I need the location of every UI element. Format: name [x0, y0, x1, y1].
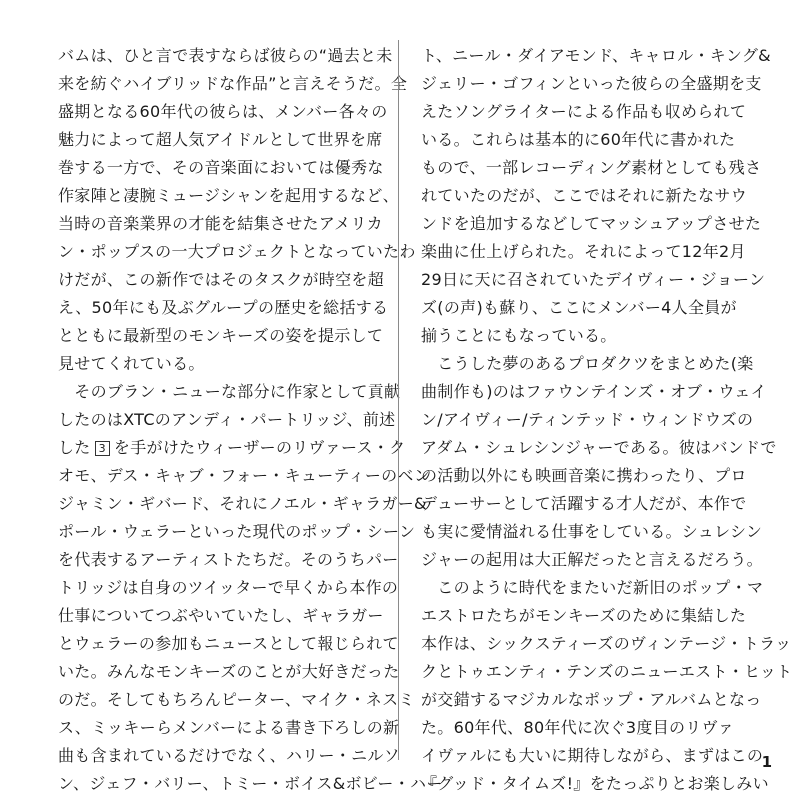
text-line: そのブラン・ニューな部分に作家として貢献 [58, 382, 401, 401]
text-line: したのはXTCのアンディ・パートリッジ、前述 [58, 410, 396, 429]
text-line: ト、ニール・ダイアモンド、キャロル・キング& [421, 46, 771, 65]
text-line: ンドを追加するなどしてマッシュアップさせた [421, 214, 762, 233]
text-line: の活動以外にも映画音楽に携わったり、プロ [421, 466, 747, 485]
text-line: クとトゥエンティ・テンズのニューエスト・ヒット [421, 662, 793, 681]
text-line: アダム・シュレシンジャーである。彼はバンドで [421, 438, 777, 457]
text-line: た。60年代、80年代に次ぐ3度目のリヴァ [421, 718, 735, 737]
text-line: いる。これらは基本的に60年代に書かれた [421, 130, 736, 149]
text-line: ス、ミッキーらメンバーによる書き下ろしの新 [58, 718, 400, 737]
text-line: えたソングライターによる作品も収められて [421, 102, 747, 121]
text-line: 楽曲に仕上げられた。それによって12年2月 [421, 242, 746, 261]
right-text-column [421, 42, 793, 798]
text-line: ジャミン・ギバード、それにノエル・ギャラガー& [58, 494, 427, 513]
text-line: を代表するアーティストたちだ。そのうちパー [58, 550, 399, 569]
text-line: が交錯するマジカルなポップ・アルバムとなっ [421, 690, 762, 709]
text-line: 29日に天に召されていたデイヴィー・ジョーン [421, 270, 766, 289]
column-divider [398, 40, 399, 760]
page-number: 1 [761, 753, 772, 771]
text-line: バムは、ひと言で表すならば彼らの“過去と未 [58, 46, 393, 65]
text-line-with-reference [58, 434, 406, 462]
text-line: 当時の音楽業界の才能を結集させたアメリカ [58, 214, 383, 233]
text-line: イヴァルにも大いに期待しながら、まずはこの [421, 746, 764, 765]
text-line: え、50年にも及ぶグループの歴史を総括する [58, 298, 389, 317]
text-line: ズ(の声)も蘇り、ここにメンバー4人全員が [421, 298, 737, 317]
text-line: 来を紡ぐハイブリッドな作品”と言えそうだ。全 [58, 74, 408, 93]
text-line: 曲も含まれているだけでなく、ハリー・ニルソ [58, 746, 400, 765]
text-line: ジェリー・ゴフィンといった彼らの全盛期を支 [421, 74, 762, 93]
text-line: ン/アイヴィー/ティンテッド・ウィンドウズの [421, 410, 754, 429]
text-line: オモ、デス・キャブ・フォー・キューティーのベン [58, 466, 431, 485]
text-line: 見せてくれている。 [58, 354, 205, 373]
text-line: 曲制作も)のはファウンテインズ・オブ・ウェイ [421, 382, 767, 401]
text-fragment: を手がけたウィーザーのリヴァース・ク [113, 438, 406, 457]
text-line: のだ。そしてもちろんピーター、マイク・ネスミ [58, 690, 415, 709]
text-line: トリッジは自身のツイッターで早くから本作の [58, 578, 399, 597]
text-line: 揃うことにもなっている。 [421, 326, 617, 345]
boxed-reference-number: 3 [95, 441, 110, 456]
text-line: 仕事についてつぶやいていたし、ギャラガー [58, 606, 384, 625]
text-line: 『グッド・タイムズ!』をたっぷりとお楽しみい [421, 774, 769, 793]
text-line: ン、ジェフ・バリー、トミー・ボイス&ボビー・ハー [58, 774, 443, 793]
text-line: ジャーの起用は大正解だったと言えるだろう。 [421, 550, 763, 569]
text-line: とともに最新型のモンキーズの姿を提示して [58, 326, 384, 345]
text-line: こうした夢のあるプロダクツをまとめた(楽 [421, 354, 754, 373]
text-line: エストロたちがモンキーズのために集結した [421, 606, 747, 625]
text-line: 本作は、シックスティーズのヴィンテージ・トラッ [421, 634, 792, 653]
text-line: デューサーとして活躍する才人だが、本作で [421, 494, 747, 513]
text-line: とウェラーの参加もニュースとして報じられて [58, 634, 399, 653]
text-line: このように時代をまたいだ新旧のポップ・マ [421, 578, 764, 597]
text-line: 作家陣と凄腕ミュージシャンを起用するなど、 [58, 186, 399, 205]
text-line: れていたのだが、ここではそれに新たなサウ [421, 186, 748, 205]
text-line: けだが、この新作ではそのタスクが時空を超 [58, 270, 385, 289]
text-line: 巻する一方で、その音楽面においては優秀な [58, 158, 384, 177]
text-line: ン・ポップスの一大プロジェクトとなっていたわ [58, 242, 416, 261]
text-line: いた。みんなモンキーズのことが大好きだった [58, 662, 400, 681]
text-line: 魅力によって超人気アイドルとして世界を席 [58, 130, 383, 149]
text-line: 盛期となる60年代の彼らは、メンバー各々の [58, 102, 388, 121]
left-text-column [58, 42, 443, 798]
text-line: ポール・ウェラーといった現代のポップ・シーン [58, 522, 416, 541]
text-fragment: した [58, 438, 91, 457]
text-line: もので、一部レコーディング素材としても残さ [421, 158, 762, 177]
text-line: も実に愛情溢れる仕事をしている。シュレシン [421, 522, 763, 541]
